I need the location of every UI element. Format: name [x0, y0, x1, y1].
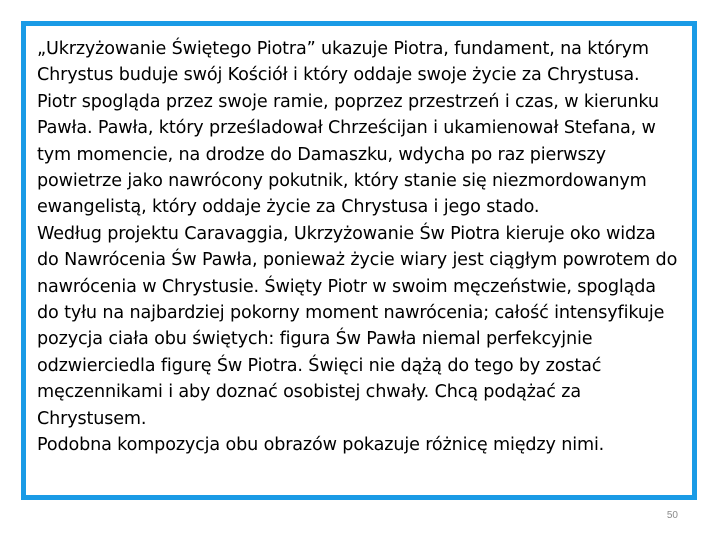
text-box: [21, 21, 697, 500]
paragraph-1: „Ukrzyżowanie Świętego Piotra” ukazuje Piotra, fundament, na którym Chrystus buduje swój Kościół i który oddaje swoje życie za Chrystusa. Piotr spogląda przez swoje ramie, poprzez przestrzeń i czas, w kierunku Pawła. Pawła, który prześladował Chrześcijan i ukamienował Stefana, w tym momencie, na drodze do Damaszku, wdycha po raz pierwszy powietrze jako nawrócony pokutnik, który stanie się niezmordowanym ewangelistą, który oddaje życie za Chrystusa i jego stado.: [37, 39, 659, 218]
slide-number: 50: [666, 510, 678, 521]
paragraph-2: Według projektu Caravaggia, Ukrzyżowanie Św Piotra kieruje oko widza do Nawrócenia Św Pawła, ponieważ życie wiary jest ciągłym powrotem do nawrócenia w Chrystusie. Święty Piotr w swoim męczeństwie, spogląda do tyłu na najbardziej pokorny moment nawrócenia; całość intensyfikuje pozycja ciała obu świętych: figura Św Pawła niemal perfekcyjnie odzwierciedla figurę Św Piotra. Święci nie dążą do tego by zostać męczennikami i aby doznać osobistej chwały. Chcą podążać za Chrystusem.: [37, 223, 678, 429]
paragraph-3: Podobna kompozycja obu obrazów pokazuje różnicę między nimi.: [37, 435, 605, 456]
